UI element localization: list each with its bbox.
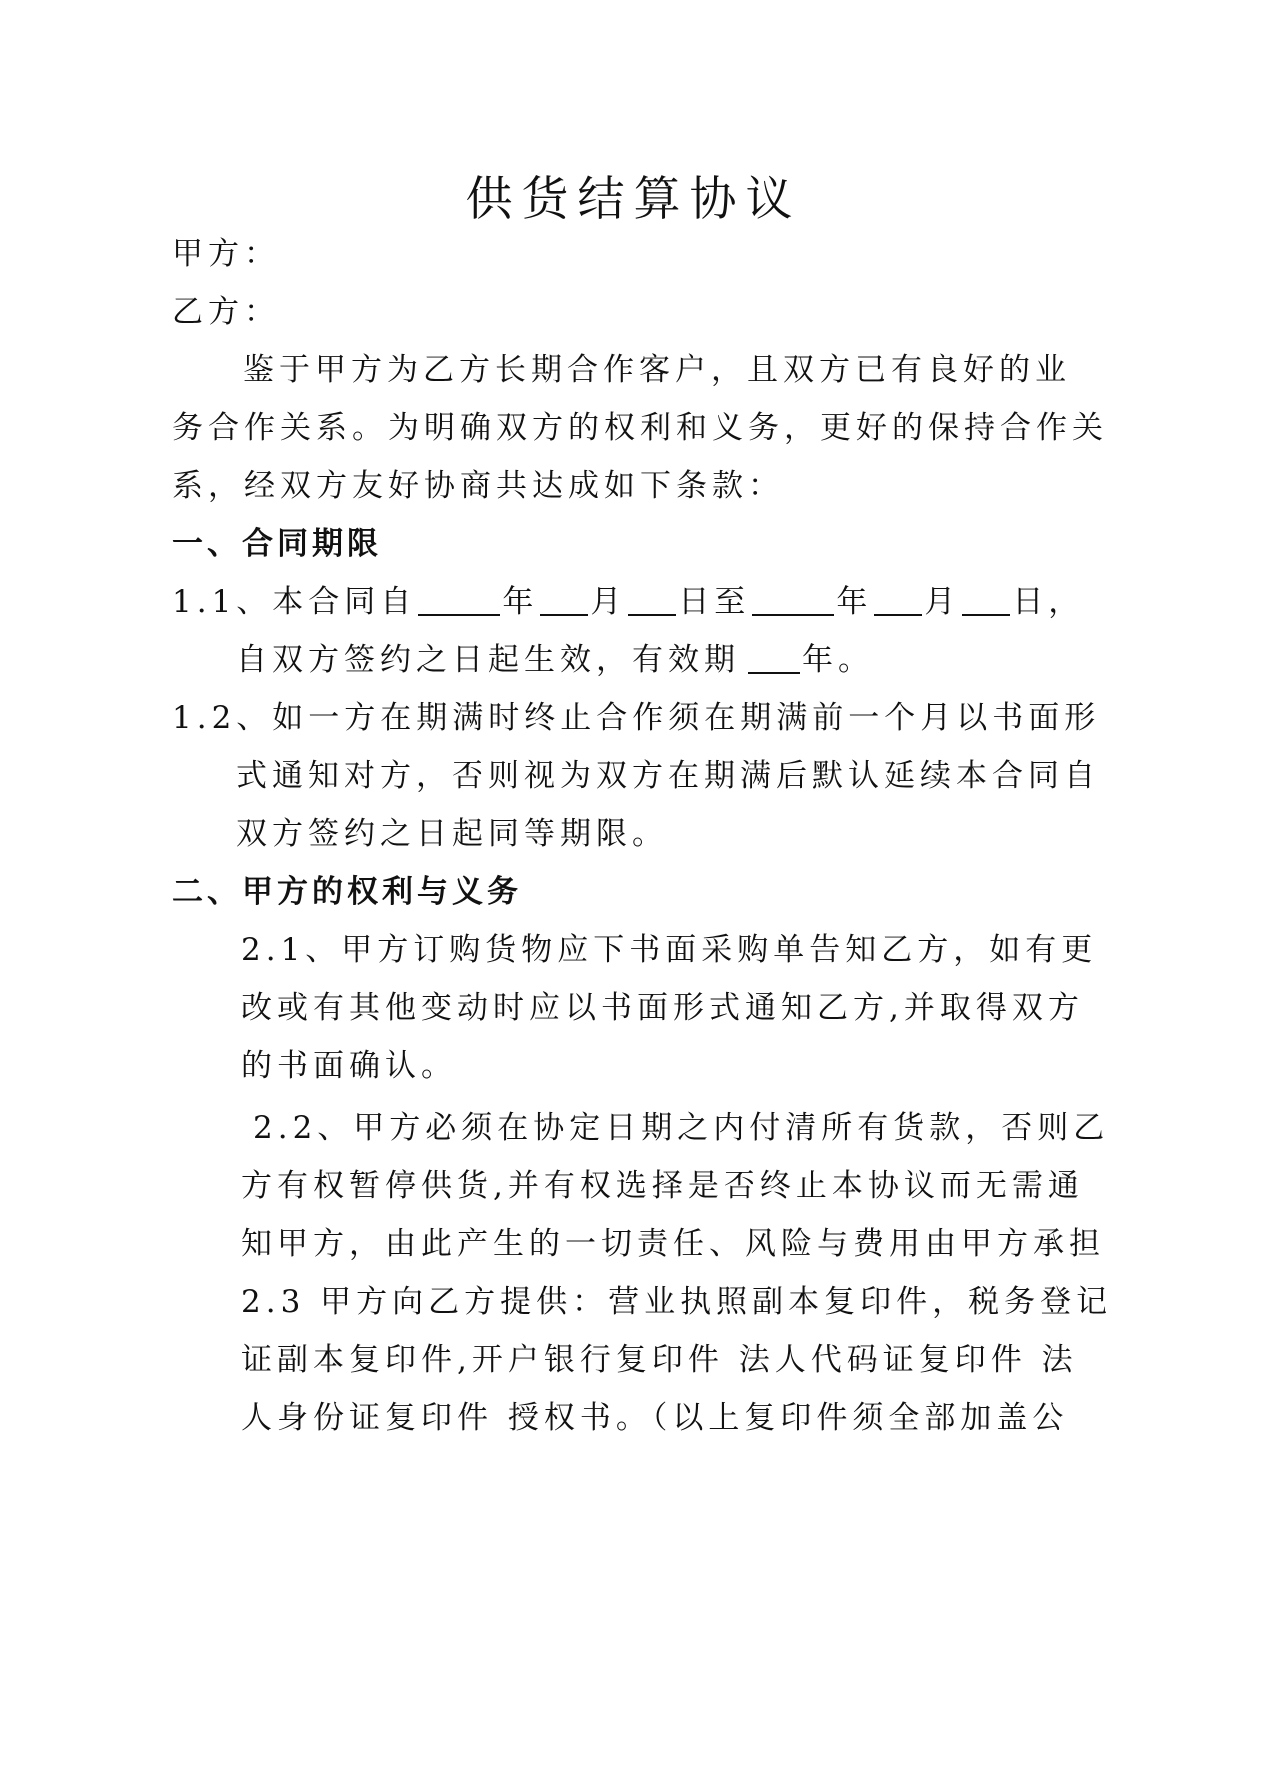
start-year-label: 年 — [502, 584, 539, 620]
clause-1-1-validity-text: 自双方签约之日起生效，有效期 — [236, 642, 740, 678]
clause-1-1-line-2 — [236, 640, 874, 680]
clause-1-1-prefix: 1.1、本合同自 — [172, 584, 417, 620]
clause-2-2-line-1: 2.2、甲方必须在协定日期之内付清所有货款，否则乙 — [253, 1110, 1110, 1146]
preamble-line-1: 鉴于甲方为乙方长期合作客户，且双方已有良好的业 — [243, 352, 1071, 388]
clause-1-2-line-1: 1.2、如一方在期满时终止合作须在期满前一个月以书面形 — [172, 700, 1101, 736]
clause-2-1-line-2: 改或有其他变动时应以书面形式通知乙方,并取得双方 — [241, 990, 1084, 1026]
end-month-label: 月 — [924, 584, 961, 620]
end-year-label: 年 — [836, 584, 873, 620]
preamble-line-2: 务合作关系。为明确双方的权利和义务，更好的保持合作关 — [172, 410, 1108, 446]
section-1-heading: 一、合同期限 — [172, 526, 382, 562]
clause-2-1-line-3: 的书面确认。 — [241, 1048, 457, 1084]
start-month-blank — [540, 584, 588, 616]
end-day-label: 日， — [1012, 584, 1085, 620]
start-day-label: 日至 — [678, 584, 751, 620]
clause-2-2-line-2: 方有权暂停供货,并有权选择是否终止本协议而无需通 — [241, 1168, 1084, 1204]
clause-2-2-line-3: 知甲方，由此产生的一切责任、风险与费用由甲方承担 — [241, 1226, 1105, 1262]
section-2-heading: 二、甲方的权利与义务 — [172, 874, 522, 910]
clause-2-1-line-1: 2.1、甲方订购货物应下书面采购单告知乙方，如有更 — [241, 932, 1098, 968]
validity-years-blank — [748, 642, 800, 674]
start-day-blank — [628, 584, 676, 616]
document-title: 供货结算协议 — [465, 172, 802, 227]
start-month-label: 月 — [590, 584, 627, 620]
end-day-blank — [962, 584, 1010, 616]
end-year-blank — [752, 584, 834, 616]
clause-2-3-line-1: 2.3 甲方向乙方提供：营业执照副本复印件，税务登记 — [241, 1284, 1113, 1320]
preamble-line-3: 系，经双方友好协商共达成如下条款： — [172, 468, 784, 504]
clause-2-3-line-3: 人身份证复印件 授权书。（以上复印件须全部加盖公 — [241, 1400, 1069, 1436]
clause-1-2-line-2: 式通知对方，否则视为双方在期满后默认延续本合同自 — [236, 758, 1100, 794]
validity-years-label: 年。 — [802, 642, 874, 678]
clause-1-2-line-3: 双方签约之日起同等期限。 — [236, 816, 668, 852]
party-b-label: 乙方： — [172, 294, 280, 330]
clause-1-1-line-1 — [172, 582, 1084, 622]
end-month-blank — [874, 584, 922, 616]
party-a-label: 甲方： — [172, 236, 280, 272]
clause-2-3-line-2: 证副本复印件,开户银行复印件 法人代码证复印件 法 — [241, 1342, 1078, 1378]
start-year-blank — [418, 584, 500, 616]
